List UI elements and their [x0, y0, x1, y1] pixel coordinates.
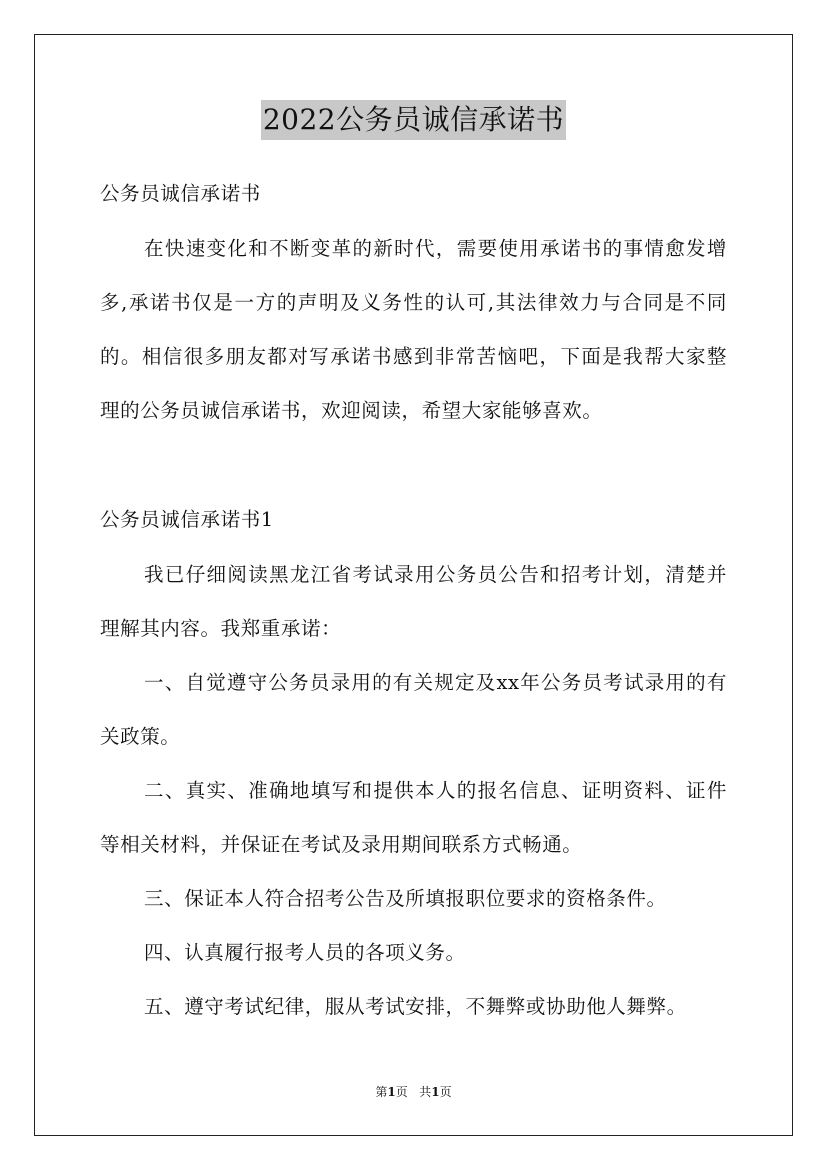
body-line-1: 我已仔细阅读黑龙江省考试录用公务员公告和招考计划，清楚并 — [144, 563, 727, 586]
body-line-8: 四、认真履行报考人员的各项义务。 — [144, 941, 466, 964]
intro-line-2: 多,承诺书仅是一方的声明及义务性的认可,其法律效力与合同是不同 — [100, 291, 727, 314]
body-line-6: 等相关材料，并保证在考试及录用期间联系方式畅通。 — [100, 833, 583, 856]
footer-page-mid: 页 共 — [395, 1085, 432, 1099]
intro-line-1: 在快速变化和不断变革的新时代，需要使用承诺书的事情愈发增 — [144, 237, 727, 260]
body-line-5: 二、真实、准确地填写和提供本人的报名信息、证明资料、证件 — [144, 779, 727, 802]
document-title: 2022公务员诚信承诺书 — [261, 100, 566, 140]
footer-page-suffix: 页 — [439, 1085, 452, 1099]
footer-page-prefix: 第 — [375, 1085, 388, 1099]
section-heading: 公务员诚信承诺书1 — [100, 508, 274, 531]
body-line-2: 理解其内容。我郑重承诺： — [100, 617, 342, 640]
subtitle: 公务员诚信承诺书 — [100, 182, 261, 205]
body-line-7: 三、保证本人符合招考公告及所填报职位要求的资格条件。 — [144, 887, 667, 910]
intro-line-3: 的。相信很多朋友都对写承诺书感到非常苦恼吧，下面是我帮大家整 — [100, 345, 727, 368]
body-line-4: 关政策。 — [100, 725, 181, 748]
footer-total-pages: 1 — [431, 1085, 440, 1099]
page-footer — [0, 1084, 827, 1100]
footer-page-number: 1 — [387, 1085, 396, 1099]
intro-line-4: 理的公务员诚信承诺书，欢迎阅读，希望大家能够喜欢。 — [100, 399, 603, 422]
title-container — [0, 100, 827, 140]
body-line-3: 一、自觉遵守公务员录用的有关规定及xx年公务员考试录用的有 — [144, 671, 727, 694]
body-line-9: 五、遵守考试纪律，服从考试安排，不舞弊或协助他人舞弊。 — [144, 995, 687, 1018]
